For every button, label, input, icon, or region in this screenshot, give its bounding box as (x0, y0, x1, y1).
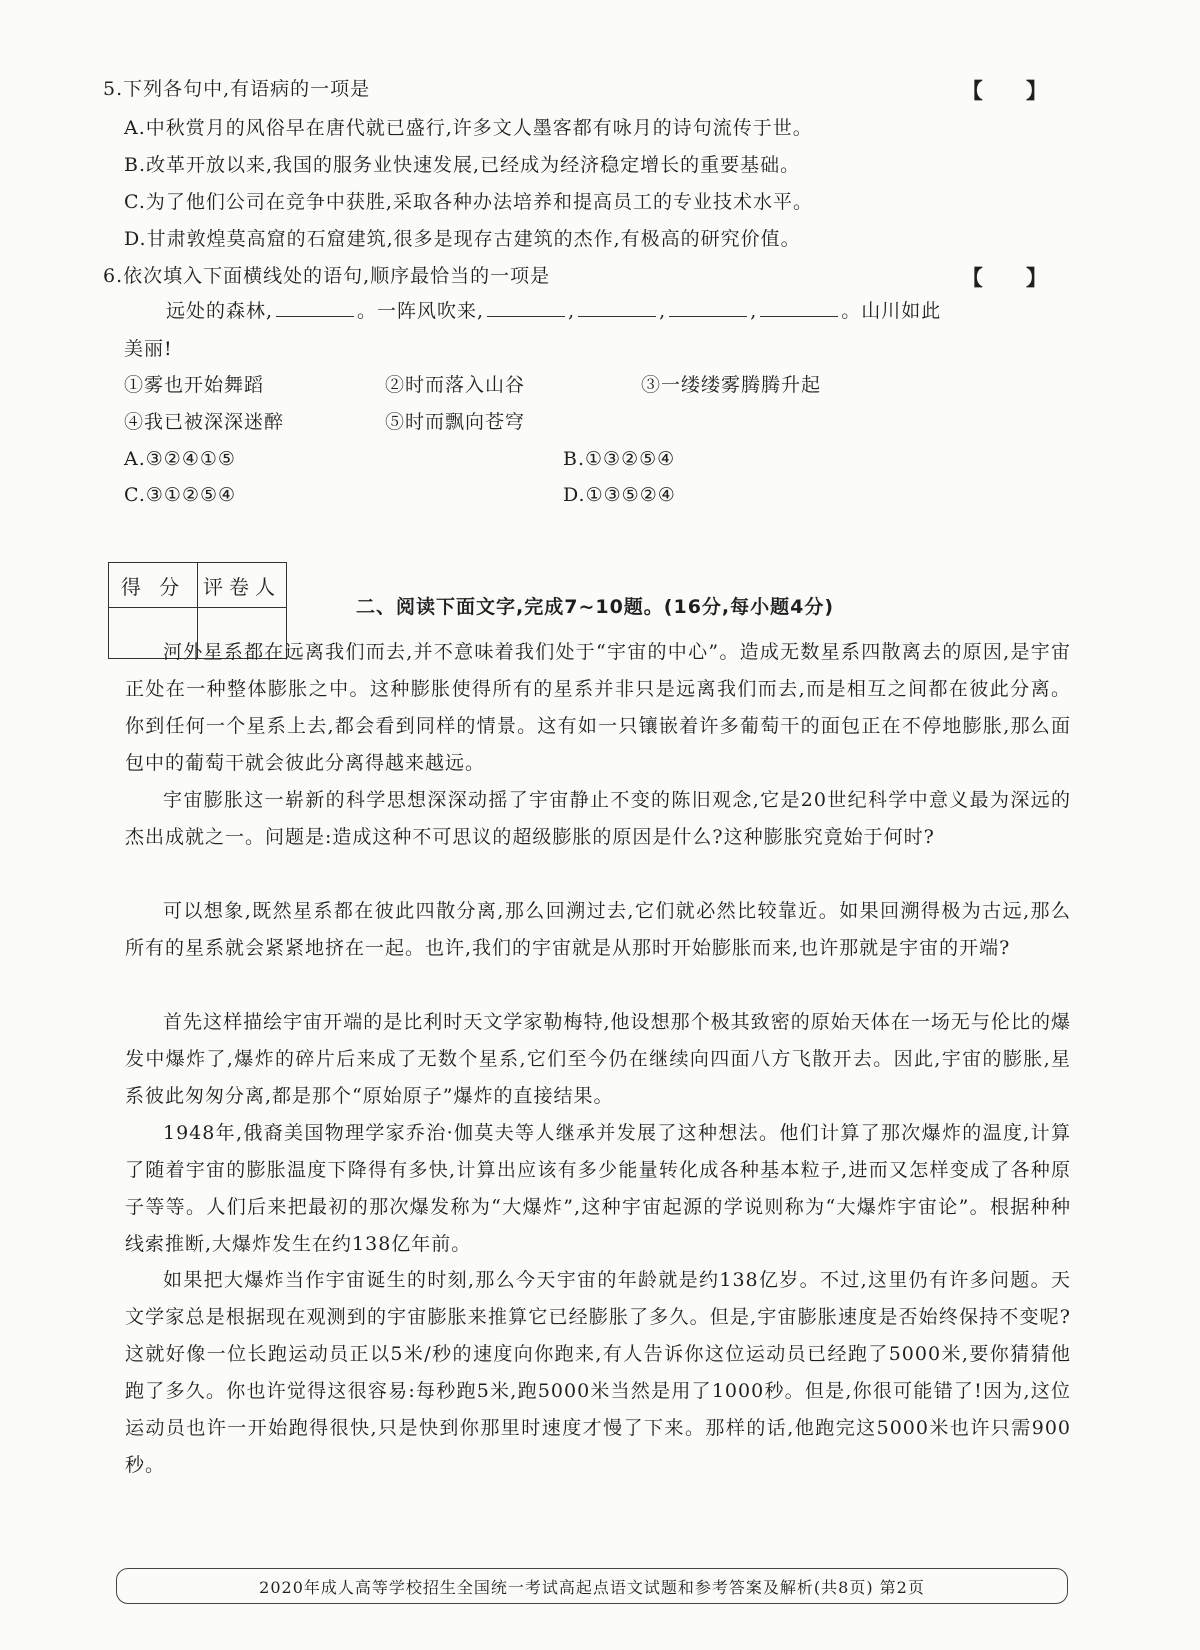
page-footer (116, 1568, 1068, 1604)
passage-paragraph-5: 1948年,俄裔美国物理学家乔治·伽莫夫等人继承并发展了这种想法。他们计算了那次爆炸的温度,计算了随着宇宙的膨胀温度下降得有多快,计算出应该有多少能量转化成各种基本粒子,进而又怎样变成了各种原子等等。人们后来把最初的那次爆发称为“大爆炸”,这种宇宙起源的学说则称为“大爆炸宇宙论”。根据种种线索推断,大爆炸发生在约138亿年前。 (125, 1122, 1071, 1255)
fill-blank-1 (276, 298, 354, 317)
passage-paragraph-2: 宇宙膨胀这一崭新的科学思想深深动摇了宇宙静止不变的陈旧观念,它是20世纪科学中意义最为深远的杰出成就之一。问题是:造成这种不可思议的超级膨胀的原因是什么?这种膨胀究竟始于何时? (125, 789, 1071, 848)
q6-passage-start: 远处的森林, (166, 300, 274, 322)
q6-comma-2: , (659, 300, 667, 322)
q5-option-c: C.为了他们公司在竞争中获胜,采取各种办法培养和提高员工的专业技术水平。 (124, 191, 813, 213)
fill-blank-4 (669, 298, 747, 317)
q5-option-d: D.甘肃敦煌莫高窟的石窟建筑,很多是现存古建筑的杰作,有极高的研究价值。 (124, 228, 801, 250)
q6-stem: 6.依次填入下面横线处的语句,顺序最恰当的一项是 (103, 265, 551, 287)
fill-blank-3 (578, 298, 656, 317)
q5-option-a: A.中秋赏月的风俗早在唐代就已盛行,许多文人墨客都有咏月的诗句流传于世。 (124, 117, 813, 139)
q6-item-2: ②时而落入山谷 (385, 374, 526, 396)
q6-item-3: ③一缕缕雾腾腾升起 (641, 374, 822, 396)
q6-passage-end: 。山川如此 (841, 300, 942, 322)
q6-option-a: A.③②④①⑤ (124, 448, 236, 470)
q6-option-c: C.③①②⑤④ (124, 484, 237, 506)
q6-passage-cont: 美丽! (124, 338, 173, 360)
q6-passage (166, 298, 941, 324)
q6-option-b: B.①③②⑤④ (563, 448, 676, 470)
grader-header: 评卷人 (198, 563, 287, 608)
footer-text: 2020年成人高等学校招生全国统一考试高起点语文试题和参考答案及解析(共8页) 第2页 (259, 1578, 925, 1597)
q5-stem: 5.下列各句中,有语病的一项是 (103, 78, 371, 100)
passage-paragraph-6: 如果把大爆炸当作宇宙诞生的时刻,那么今天宇宙的年龄就是约138亿岁。不过,这里仍有许多问题。天文学家总是根据现在观测到的宇宙膨胀来推算它已经膨胀了多久。但是,宇宙膨胀速度是否始终保持不变呢?这就好像一位长跑运动员正以5米/秒的速度向你跑来,有人告诉你这位运动员已经跑了5000米,要你猜猜他跑了多久。你也许觉得这很容易:每秒跑5米,跑5000米当然是用了1000秒。但是,你很可能错了!因为,这位运动员也许一开始跑得很快,只是快到你那里时速度才慢了下来。那样的话,他跑完这5000米也许只需900秒。 (125, 1269, 1071, 1476)
q5-option-b: B.改革开放以来,我国的服务业快速发展,已经成为经济稳定增长的重要基础。 (124, 154, 801, 176)
section-2-title: 二、阅读下面文字,完成7~10题。(16分,每小题4分) (356, 596, 835, 618)
q6-answer-bracket: 【 】 (961, 265, 1065, 290)
q6-comma-1: , (568, 300, 576, 322)
q6-item-1: ①雾也开始舞蹈 (124, 374, 265, 396)
q5-answer-bracket: 【 】 (961, 78, 1065, 103)
passage-paragraph-1: 河外星系都在远离我们而去,并不意味着我们处于“宇宙的中心”。造成无数星系四散离去的原因,是宇宙正处在一种整体膨胀之中。这种膨胀使得所有的星系并非只是远离我们而去,而是相互之间都在彼此分离。你到任何一个星系上去,都会看到同样的情景。这有如一只镶嵌着许多葡萄干的面包正在不停地膨胀,那么面包中的葡萄干就会彼此分离得越来越远。 (125, 641, 1071, 774)
score-header: 得 分 (109, 563, 198, 608)
passage-paragraph-3: 可以想象,既然星系都在彼此四散分离,那么回溯过去,它们就必然比较靠近。如果回溯得极为古远,那么所有的星系就会紧紧地挤在一起。也许,我们的宇宙就是从那时开始膨胀而来,也许那就是宇宙的开端? (125, 900, 1071, 959)
fill-blank-5 (760, 298, 838, 317)
q6-item-5: ⑤时而飘向苍穹 (385, 411, 526, 433)
passage-paragraph-4: 首先这样描绘宇宙开端的是比利时天文学家勒梅特,他设想那个极其致密的原始天体在一场无与伦比的爆发中爆炸了,爆炸的碎片后来成了无数个星系,它们至今仍在继续向四面八方飞散开去。因此,宇宙的膨胀,星系彼此匆匆分离,都是那个“原始原子”爆炸的直接结果。 (125, 1011, 1071, 1107)
q6-item-4: ④我已被深深迷醉 (124, 411, 285, 433)
q6-option-d: D.①③⑤②④ (563, 484, 676, 506)
fill-blank-2 (487, 298, 565, 317)
q6-passage-mid: 。一阵风吹来, (357, 300, 485, 322)
q6-comma-3: , (750, 300, 758, 322)
